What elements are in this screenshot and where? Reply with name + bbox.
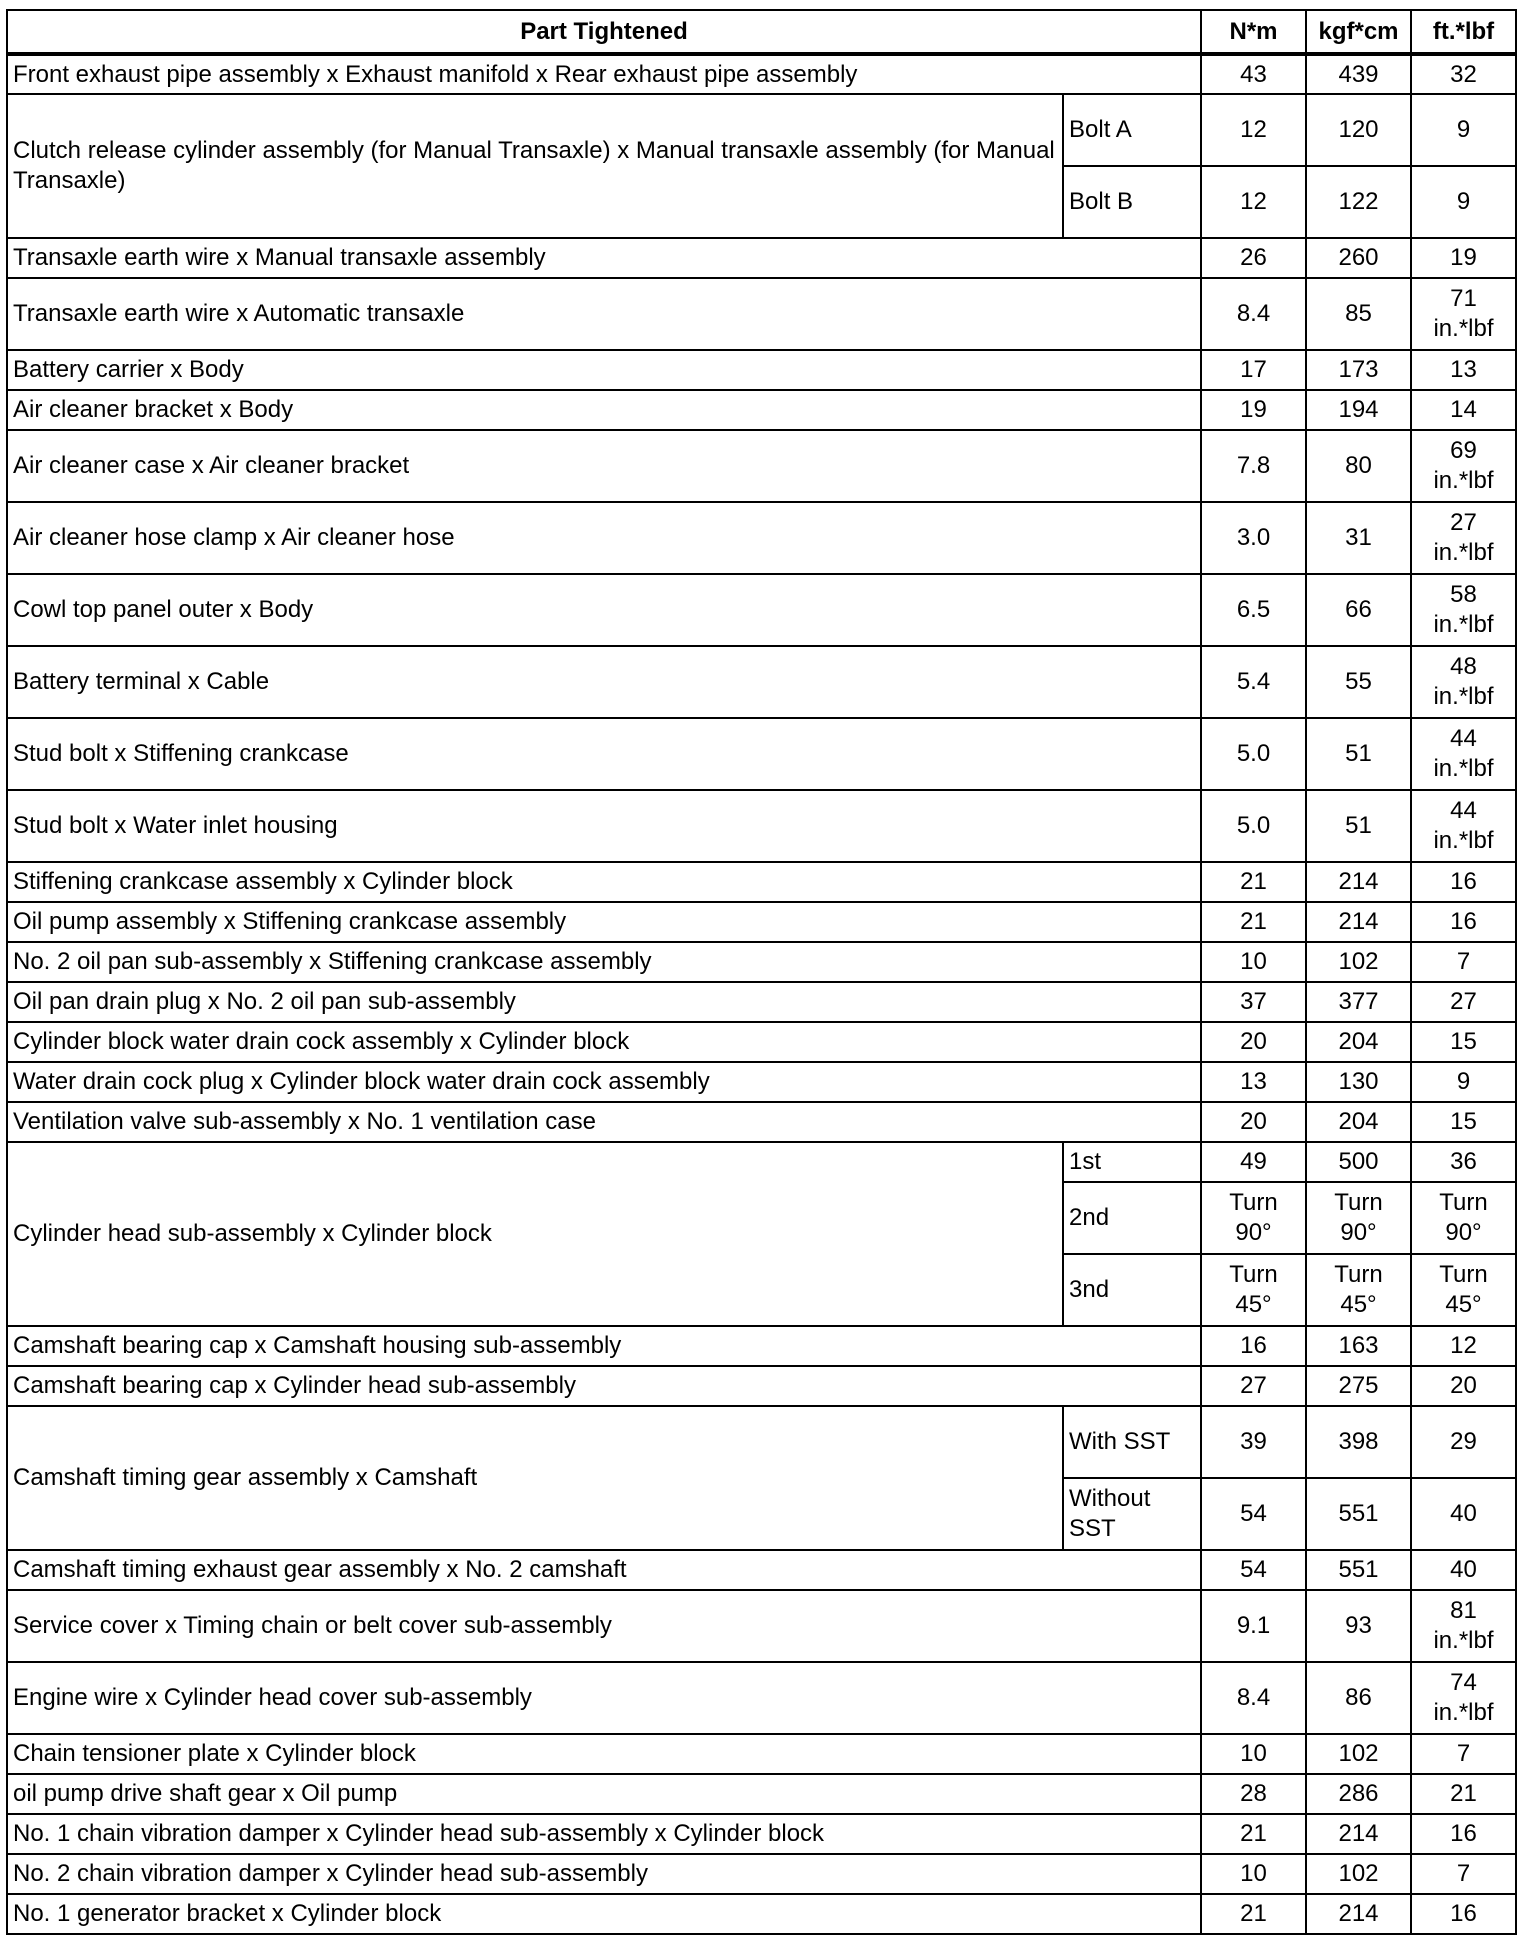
torque-kgf: 551 [1306, 1478, 1411, 1550]
torque-kgf: 51 [1306, 718, 1411, 790]
torque-ft: 12 [1411, 1326, 1516, 1366]
torque-ft: 16 [1411, 902, 1516, 942]
part-name: No. 1 generator bracket x Cylinder block [7, 1894, 1201, 1934]
torque-nm: 54 [1201, 1550, 1306, 1590]
torque-nm: 10 [1201, 942, 1306, 982]
torque-kgf: 377 [1306, 982, 1411, 1022]
torque-ft: Turn 90° [1411, 1182, 1516, 1254]
part-name: Cylinder block water drain cock assembly x Cylinder block [7, 1022, 1201, 1062]
table-row [7, 54, 1516, 94]
torque-ft: 71 in.*lbf [1411, 278, 1516, 350]
table-row [7, 1022, 1516, 1062]
table-row [7, 902, 1516, 942]
table-row [7, 1854, 1516, 1894]
torque-nm: 5.0 [1201, 718, 1306, 790]
torque-nm: 27 [1201, 1366, 1306, 1406]
part-name: Air cleaner bracket x Body [7, 390, 1201, 430]
part-name: Ventilation valve sub-assembly x No. 1 ventilation case [7, 1102, 1201, 1142]
torque-nm: 6.5 [1201, 574, 1306, 646]
torque-nm: 3.0 [1201, 502, 1306, 574]
torque-ft: 32 [1411, 54, 1516, 94]
part-name: Stiffening crankcase assembly x Cylinder block [7, 862, 1201, 902]
sub-condition: Bolt A [1063, 94, 1201, 166]
part-name: Camshaft bearing cap x Cylinder head sub-assembly [7, 1366, 1201, 1406]
part-name: Engine wire x Cylinder head cover sub-assembly [7, 1662, 1201, 1734]
torque-nm: 26 [1201, 238, 1306, 278]
torque-ft: 81 in.*lbf [1411, 1590, 1516, 1662]
torque-nm: 16 [1201, 1326, 1306, 1366]
table-row [7, 574, 1516, 646]
header-part: Part Tightened [7, 10, 1201, 54]
torque-kgf: 102 [1306, 1734, 1411, 1774]
torque-kgf: 194 [1306, 390, 1411, 430]
torque-ft: 15 [1411, 1102, 1516, 1142]
part-name: Camshaft bearing cap x Camshaft housing sub-assembly [7, 1326, 1201, 1366]
torque-kgf: 55 [1306, 646, 1411, 718]
header-kgf: kgf*cm [1306, 10, 1411, 54]
torque-kgf: 120 [1306, 94, 1411, 166]
torque-kgf: 163 [1306, 1326, 1411, 1366]
torque-kgf: 31 [1306, 502, 1411, 574]
torque-kgf: 551 [1306, 1550, 1411, 1590]
part-name: Oil pump assembly x Stiffening crankcase assembly [7, 902, 1201, 942]
torque-ft: 44 in.*lbf [1411, 718, 1516, 790]
table-row [7, 94, 1516, 166]
torque-nm: 28 [1201, 1774, 1306, 1814]
torque-ft: 69 in.*lbf [1411, 430, 1516, 502]
torque-nm: 9.1 [1201, 1590, 1306, 1662]
torque-kgf: 214 [1306, 902, 1411, 942]
torque-ft: 29 [1411, 1406, 1516, 1478]
table-row [7, 1366, 1516, 1406]
table-row [7, 1326, 1516, 1366]
torque-ft: 16 [1411, 1894, 1516, 1934]
table-row [7, 1142, 1516, 1182]
sub-condition: Without SST [1063, 1478, 1201, 1550]
sub-condition: 3nd [1063, 1254, 1201, 1326]
torque-nm: 12 [1201, 166, 1306, 238]
table-row [7, 278, 1516, 350]
torque-nm: 5.4 [1201, 646, 1306, 718]
torque-ft: 74 in.*lbf [1411, 1662, 1516, 1734]
table-row [7, 982, 1516, 1022]
table-row [7, 646, 1516, 718]
part-name: No. 1 chain vibration damper x Cylinder head sub-assembly x Cylinder block [7, 1814, 1201, 1854]
torque-ft: 13 [1411, 350, 1516, 390]
sub-condition: 2nd [1063, 1182, 1201, 1254]
torque-ft: 16 [1411, 862, 1516, 902]
table-row [7, 238, 1516, 278]
torque-nm: 20 [1201, 1022, 1306, 1062]
header-nm: N*m [1201, 10, 1306, 54]
torque-kgf: 102 [1306, 942, 1411, 982]
torque-kgf: 51 [1306, 790, 1411, 862]
table-row [7, 862, 1516, 902]
torque-nm: 21 [1201, 902, 1306, 942]
part-name: Clutch release cylinder assembly (for Manual Transaxle) x Manual transaxle assembly (for Manual Transaxle) [7, 94, 1063, 238]
torque-nm: 10 [1201, 1854, 1306, 1894]
torque-kgf: 102 [1306, 1854, 1411, 1894]
torque-kgf: 173 [1306, 350, 1411, 390]
torque-ft: 44 in.*lbf [1411, 790, 1516, 862]
header-row [7, 10, 1516, 54]
torque-nm: 10 [1201, 1734, 1306, 1774]
torque-nm: 49 [1201, 1142, 1306, 1182]
torque-ft: 48 in.*lbf [1411, 646, 1516, 718]
torque-kgf: 398 [1306, 1406, 1411, 1478]
table-row [7, 1590, 1516, 1662]
torque-nm: 5.0 [1201, 790, 1306, 862]
header-ft: ft.*lbf [1411, 10, 1516, 54]
torque-kgf: 86 [1306, 1662, 1411, 1734]
torque-nm: 21 [1201, 862, 1306, 902]
part-name: Battery terminal x Cable [7, 646, 1201, 718]
part-name: Oil pan drain plug x No. 2 oil pan sub-assembly [7, 982, 1201, 1022]
part-name: Camshaft timing exhaust gear assembly x No. 2 camshaft [7, 1550, 1201, 1590]
table-row [7, 718, 1516, 790]
torque-ft: 27 [1411, 982, 1516, 1022]
torque-kgf: 122 [1306, 166, 1411, 238]
part-name: Air cleaner case x Air cleaner bracket [7, 430, 1201, 502]
part-name: Stud bolt x Stiffening crankcase [7, 718, 1201, 790]
torque-kgf: 275 [1306, 1366, 1411, 1406]
torque-ft: 27 in.*lbf [1411, 502, 1516, 574]
torque-kgf: 85 [1306, 278, 1411, 350]
torque-kgf: Turn 45° [1306, 1254, 1411, 1326]
torque-kgf: 439 [1306, 54, 1411, 94]
torque-ft: 36 [1411, 1142, 1516, 1182]
torque-ft: 58 in.*lbf [1411, 574, 1516, 646]
torque-ft: 21 [1411, 1774, 1516, 1814]
part-name: Front exhaust pipe assembly x Exhaust manifold x Rear exhaust pipe assembly [7, 54, 1201, 94]
torque-kgf: 204 [1306, 1022, 1411, 1062]
torque-table [6, 9, 1517, 1935]
table-row [7, 1814, 1516, 1854]
torque-ft: 40 [1411, 1550, 1516, 1590]
table-row [7, 790, 1516, 862]
torque-ft: 9 [1411, 1062, 1516, 1102]
torque-nm: 21 [1201, 1894, 1306, 1934]
part-name: Service cover x Timing chain or belt cover sub-assembly [7, 1590, 1201, 1662]
torque-spec-sheet [6, 9, 1517, 1935]
sub-condition: With SST [1063, 1406, 1201, 1478]
part-name: oil pump drive shaft gear x Oil pump [7, 1774, 1201, 1814]
torque-nm: Turn 45° [1201, 1254, 1306, 1326]
torque-kgf: 214 [1306, 1894, 1411, 1934]
torque-ft: Turn 45° [1411, 1254, 1516, 1326]
torque-kgf: 66 [1306, 574, 1411, 646]
table-row [7, 1406, 1516, 1478]
torque-ft: 7 [1411, 942, 1516, 982]
table-row [7, 1894, 1516, 1934]
torque-kgf: Turn 90° [1306, 1182, 1411, 1254]
torque-nm: 37 [1201, 982, 1306, 1022]
sub-condition: 1st [1063, 1142, 1201, 1182]
part-name: Stud bolt x Water inlet housing [7, 790, 1201, 862]
torque-ft: 7 [1411, 1854, 1516, 1894]
table-body [7, 54, 1516, 1934]
torque-ft: 9 [1411, 166, 1516, 238]
torque-kgf: 286 [1306, 1774, 1411, 1814]
torque-kgf: 80 [1306, 430, 1411, 502]
table-row [7, 1550, 1516, 1590]
table-row [7, 1662, 1516, 1734]
torque-ft: 9 [1411, 94, 1516, 166]
table-row [7, 502, 1516, 574]
table-row [7, 350, 1516, 390]
table-row [7, 1734, 1516, 1774]
part-name: Cowl top panel outer x Body [7, 574, 1201, 646]
torque-kgf: 214 [1306, 1814, 1411, 1854]
torque-nm: 17 [1201, 350, 1306, 390]
torque-kgf: 214 [1306, 862, 1411, 902]
table-row [7, 942, 1516, 982]
torque-ft: 20 [1411, 1366, 1516, 1406]
torque-nm: 43 [1201, 54, 1306, 94]
torque-nm: 54 [1201, 1478, 1306, 1550]
torque-nm: 7.8 [1201, 430, 1306, 502]
part-name: Transaxle earth wire x Automatic transaxle [7, 278, 1201, 350]
part-name: No. 2 oil pan sub-assembly x Stiffening crankcase assembly [7, 942, 1201, 982]
table-row [7, 390, 1516, 430]
table-row [7, 1062, 1516, 1102]
part-name: Battery carrier x Body [7, 350, 1201, 390]
torque-kgf: 500 [1306, 1142, 1411, 1182]
torque-nm: Turn 90° [1201, 1182, 1306, 1254]
torque-nm: 8.4 [1201, 1662, 1306, 1734]
torque-kgf: 204 [1306, 1102, 1411, 1142]
torque-kgf: 260 [1306, 238, 1411, 278]
part-name: Air cleaner hose clamp x Air cleaner hose [7, 502, 1201, 574]
torque-ft: 16 [1411, 1814, 1516, 1854]
table-row [7, 430, 1516, 502]
torque-nm: 8.4 [1201, 278, 1306, 350]
part-name: Cylinder head sub-assembly x Cylinder block [7, 1142, 1063, 1326]
part-name: Chain tensioner plate x Cylinder block [7, 1734, 1201, 1774]
torque-kgf: 93 [1306, 1590, 1411, 1662]
torque-nm: 13 [1201, 1062, 1306, 1102]
torque-nm: 12 [1201, 94, 1306, 166]
torque-ft: 40 [1411, 1478, 1516, 1550]
torque-ft: 19 [1411, 238, 1516, 278]
part-name: Water drain cock plug x Cylinder block water drain cock assembly [7, 1062, 1201, 1102]
part-name: Transaxle earth wire x Manual transaxle assembly [7, 238, 1201, 278]
table-row [7, 1774, 1516, 1814]
sub-condition: Bolt B [1063, 166, 1201, 238]
torque-nm: 20 [1201, 1102, 1306, 1142]
torque-nm: 21 [1201, 1814, 1306, 1854]
torque-nm: 39 [1201, 1406, 1306, 1478]
part-name: No. 2 chain vibration damper x Cylinder head sub-assembly [7, 1854, 1201, 1894]
part-name: Camshaft timing gear assembly x Camshaft [7, 1406, 1063, 1550]
torque-nm: 19 [1201, 390, 1306, 430]
table-row [7, 1102, 1516, 1142]
torque-ft: 7 [1411, 1734, 1516, 1774]
torque-kgf: 130 [1306, 1062, 1411, 1102]
torque-ft: 15 [1411, 1022, 1516, 1062]
torque-ft: 14 [1411, 390, 1516, 430]
